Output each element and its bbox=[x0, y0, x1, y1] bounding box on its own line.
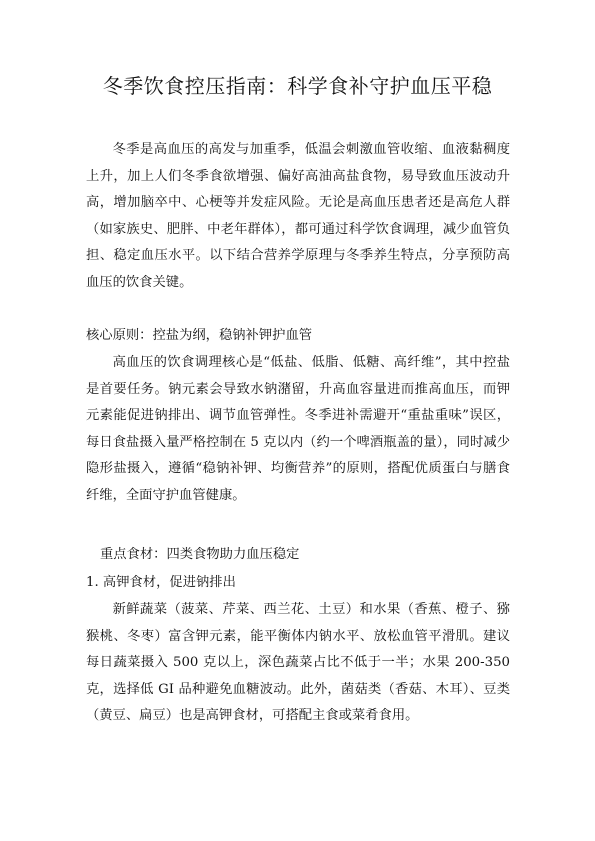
subsection-heading-high-potassium: 1. 高钾食材，促进钠排出 bbox=[86, 575, 236, 590]
section-heading-key-foods: 重点食材：四类食物助力血压稳定 bbox=[100, 547, 300, 562]
core-principle-paragraph: 高血压的饮食调理核心是“低盐、低脂、低糖、高纤维”，其中控盐是首要任务。钠元素会导致水钠潴留，升高血容量进而推高血压，而钾元素能促进钠排出、调节血管弹性。冬季进补需避开“重盐重味”误区，每日食盐摄入量严格控制在 5 克以内（约一个啤酒瓶盖的量），同时减少隐形盐摄入，遵循“稳钠补钾、均衡营养”的原则，搭配优质蛋白与膳食纤维，全面守护血管健康。 bbox=[86, 355, 510, 503]
high-potassium-paragraph: 新鲜蔬菜（菠菜、芹菜、西兰花、土豆）和水果（香蕉、橙子、猕猴桃、冬枣）富含钾元素，能平衡体内钠水平、放松血管平滑肌。建议每日蔬菜摄入 500 克以上，深色蔬菜占比不低于一半；水果 200-350 克，选择低 GI 品种避免血糖波动。此外，菌菇类（香菇、木耳）、豆类（黄豆、扁豆）也是高钾食材，可搭配主食或菜肴食用。 bbox=[86, 602, 510, 723]
intro-paragraph: 冬季是高血压的高发与加重季，低温会刺激血管收缩、血液黏稠度上升，加上人们冬季食欲增强、偏好高油高盐食物，易导致血压波动升高，增加脑卒中、心梗等并发症风险。无论是高血压患者还是高危人群（如家族史、肥胖、中老年群体），都可通过科学饮食调理，减少血管负担、稳定血压水平。以下结合营养学原理与冬季养生特点，分享预防高血压的饮食关键。 bbox=[86, 142, 510, 290]
section-heading-core-principle: 核心原则：控盐为纲，稳钠补钾护血管 bbox=[86, 328, 313, 343]
document-title: 冬季饮食控压指南：科学食补守护血压平稳 bbox=[102, 74, 493, 98]
